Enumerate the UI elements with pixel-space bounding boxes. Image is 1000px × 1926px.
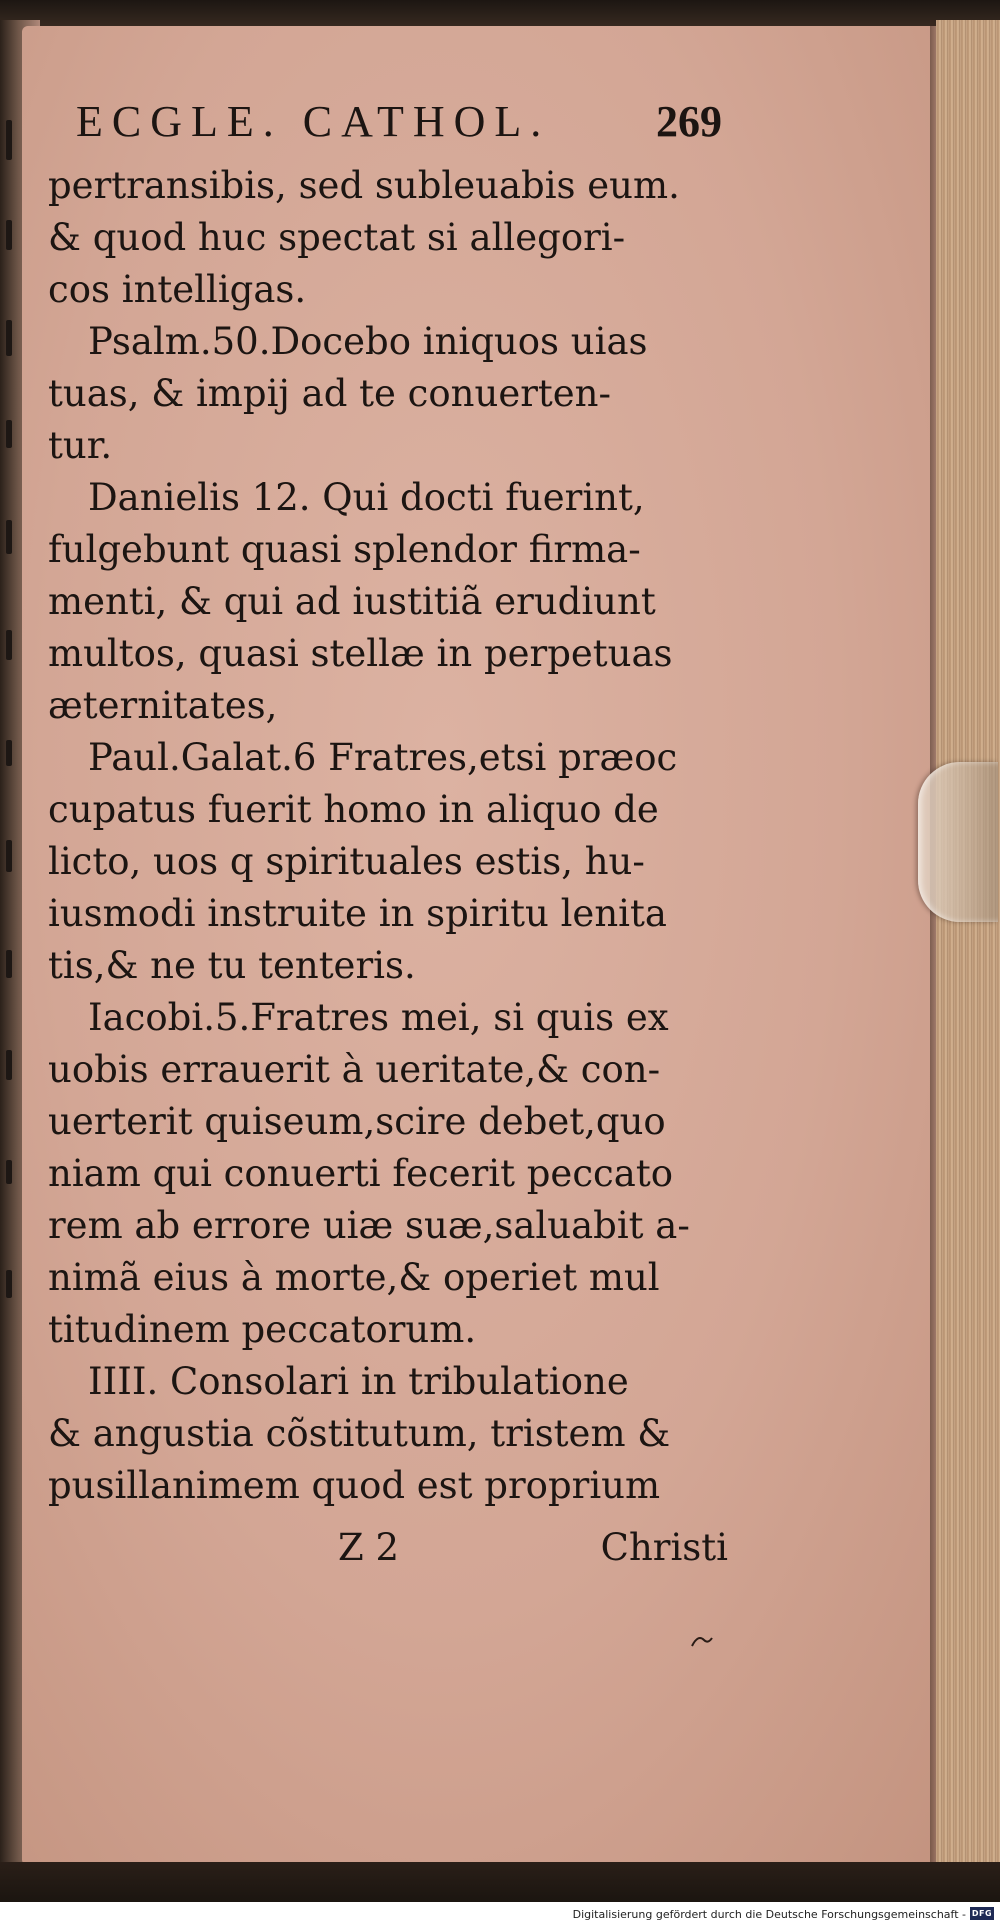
gutter-mark <box>6 950 12 978</box>
text-line: titudinem peccatorum. <box>48 1308 477 1351</box>
gutter-mark <box>6 740 12 766</box>
gutter-mark <box>6 320 12 356</box>
gutter-mark <box>6 1050 12 1080</box>
text-line: niam qui conuerti fecerit peccato <box>48 1152 673 1195</box>
book-clip <box>918 762 998 922</box>
gutter-mark <box>6 520 12 554</box>
gutter-mark <box>6 1160 12 1184</box>
gutter-mark <box>6 420 12 448</box>
text-line: Iacobi.5.Fratres mei, si quis ex <box>88 996 669 1039</box>
text-line: Danielis 12. Qui docti fuerint, <box>88 476 645 519</box>
text-line: uobis errauerit à ueritate,& con- <box>48 1048 661 1091</box>
text-line: nimã eius à morte,& operiet mul <box>48 1256 660 1299</box>
gutter-mark <box>6 220 12 250</box>
text-line: uerterit quiseum,scire debet,quo <box>48 1100 666 1143</box>
funding-credit: Digitalisierung gefördert durch die Deutsche Forschungsgemeinschaft - <box>572 1908 966 1921</box>
text-line: & angustia cõstitutum, tristem & <box>48 1412 671 1455</box>
text-line: Paul.Galat.6 Fratres,etsi præoc <box>88 736 678 779</box>
text-line: pertransibis, sed subleuabis eum. <box>48 164 680 207</box>
text-line: IIII. Consolari in tribulatione <box>88 1360 629 1403</box>
footer-bar <box>0 1902 1000 1926</box>
ink-mark-icon <box>690 1632 714 1650</box>
text-line: iusmodi instruite in spiritu lenita <box>48 892 667 935</box>
catchword: Christi <box>600 1526 728 1569</box>
gutter-mark <box>6 1270 12 1298</box>
gutter-mark <box>6 840 12 872</box>
text-line: cos intelligas. <box>48 268 307 311</box>
text-line: rem ab errore uiæ suæ,saluabit a- <box>48 1204 690 1247</box>
bottom-edge <box>0 1862 1000 1902</box>
gutter-mark <box>6 630 12 660</box>
page-edges <box>936 20 1000 1880</box>
page-number: 269 <box>656 97 722 146</box>
text-line: tuas, & impij ad te conuerten- <box>48 372 612 415</box>
signature-mark: Z 2 <box>338 1526 400 1569</box>
text-line: & quod huc spectat si allegori- <box>48 216 626 259</box>
signature-line <box>48 1526 728 1578</box>
dfg-logo: DFG <box>971 1909 993 1918</box>
gutter-mark <box>6 120 12 160</box>
text-line: æternitates, <box>48 684 278 727</box>
text-line: pusillanimem quod est proprium <box>48 1464 661 1507</box>
text-line: cupatus fuerit homo in aliquo de <box>48 788 659 831</box>
text-line: menti, & qui ad iustitiã erudiunt <box>48 580 656 623</box>
text-line: Psalm.50.Docebo iniquos uias <box>88 320 648 363</box>
running-head <box>76 96 722 148</box>
text-line: licto, uos q spirituales estis, hu- <box>48 840 645 883</box>
text-line: tis,& ne tu tenteris. <box>48 944 416 987</box>
text-line: fulgebunt quasi splendor firma- <box>48 528 641 571</box>
text-line: multos, quasi stellæ in perpetuas <box>48 632 673 675</box>
text-line: tur. <box>48 424 113 467</box>
running-title: ECGLE. CATHOL. <box>76 97 551 146</box>
